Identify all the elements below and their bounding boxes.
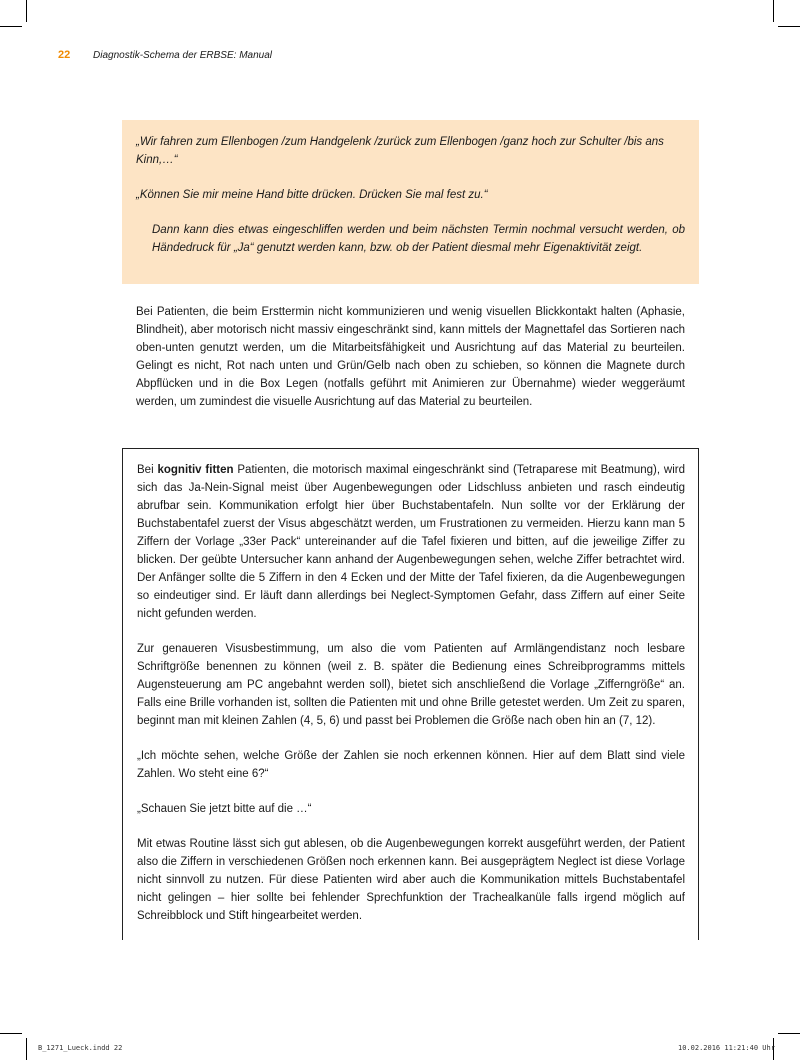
quote-line: „Wir fahren zum Ellenbogen /zum Handgelenk /zurück zum Ellenbogen /ganz hoch zur Schulter /bis ans Kinn,…“ xyxy=(136,136,664,166)
crop-mark xyxy=(773,0,774,22)
running-title: Diagnostik-Schema der ERBSE: Manual xyxy=(93,50,273,61)
quote-note: Dann kann dies etwas eingeschliffen werden und beim nächsten Termin nochmal versucht werden, ob Händedruck für „Ja“ genutzt werden kann, bzw. ob der Patient diesmal mehr Eigenaktivität zeigt. xyxy=(152,224,685,254)
crop-mark xyxy=(26,0,27,22)
framed-paragraph: Zur genaueren Visusbestimmung, um also die vom Patienten auf Armlängendistanz noch lesbare Schriftgröße benennen zu können (weil z. B. später die Bedienung eines Schreibprogramms mittels Augensteuerung am PC angebahnt werden soll), bietet sich anschließend die Vorlage „Zifferngröße“ an. Falls eine Brille vorhanden ist, sollten die Patienten mit und ohne Brille getestet werden. Um Zeit zu sparen, beginnt man mit kleinen Zahlen (4, 5, 6) und passt bei Problemen die Größe nach oben hin an (7, 12). xyxy=(137,643,685,727)
slug-left: B_1271_Lueck.indd 22 xyxy=(38,1044,123,1052)
framed-paragraph: „Ich möchte sehen, welche Größe der Zahlen sie noch erkennen können. Hier auf dem Blatt sind viele Zahlen. Wo steht eine 6?“ xyxy=(137,750,685,780)
page-number: 22 xyxy=(58,49,71,61)
framed-paragraph xyxy=(137,461,685,623)
slug-right: 10.02.2016 11:21:40 Uhr xyxy=(678,1044,775,1052)
framed-paragraph: Mit etwas Routine lässt sich gut ablesen, ob die Augenbewegungen korrekt ausgeführt werden, der Patient also die Ziffern in verschiedenen Größen noch erkennen kann. Bei ausgeprägtem Neglect ist diese Vorlage nicht sinnvoll zu nutzen. Für diese Patienten wird aber auch die Kommunikation mittels Buchstabentafel nicht gelingen – hier sollte bei fehlender Sprechfunktion der Trachealkanüle falls irgend möglich auf Schreibblock und Stift hingearbeitet werden. xyxy=(137,838,685,922)
quote-box xyxy=(122,120,699,284)
crop-mark xyxy=(778,26,800,27)
crop-mark xyxy=(778,1033,800,1034)
running-header xyxy=(58,49,272,61)
crop-mark xyxy=(0,1033,22,1034)
text-run: Bei xyxy=(137,464,158,476)
framed-paragraph: „Schauen Sie jetzt bitte auf die …“ xyxy=(137,803,312,815)
framed-section xyxy=(122,448,699,940)
crop-mark xyxy=(0,26,22,27)
quote-line: „Können Sie mir meine Hand bitte drücken. Drücken Sie mal fest zu.“ xyxy=(136,189,488,201)
text-run: Patienten, die motorisch maximal eingeschränkt sind (Tetraparese mit Beatmung), wird sich das Ja-Nein-Signal meist über Augenbewegungen oder Lidschluss anbieten und rasch eindeutig abrufbar sein. Kommunikation erfolgt hier über Buchstabentafeln. Nun sollte vor der Erklärung der Buchstabentafel zuerst der Visus abgeschätzt werden, um Frustrationen zu vermeiden. Hierzu kann man 5 Ziffern der Vorlage „33er Pack“ untereinander auf die Tafel fixieren und bitten, auf die jeweilige Ziffer zu blicken. Der geübte Untersucher kann anhand der Augenbewegungen sehen, welche Ziffer betrachtet wird. Der Anfänger sollte die 5 Ziffern in den 4 Ecken und der Mitte der Tafel fixieren, da die Augenbewegungen so eindeutiger sind. Er läuft dann allerdings bei Neglect-Symptomen Gefahr, dass Ziffern auf einer Seite nicht gefunden werden. xyxy=(137,464,685,620)
body-paragraph: Bei Patienten, die beim Ersttermin nicht kommunizieren und wenig visuellen Blickkontakt halten (Aphasie, Blindheit), aber motorisch nicht massiv eingeschränkt sind, kann mittels der Magnettafel das Sortieren nach oben-unten genutzt werden, um die Mitarbeitsfähigkeit und Ausrichtung auf das Material zu beurteilen. Gelingt es nicht, Rot nach unten und Grün/Gelb nach oben zu schieben, so können die Magnete durch Abpflücken und in die Box Legen (notfalls geführt mit Animieren zur Übernahme) wieder weggeräumt werden, um zumindest die visuelle Ausrichtung auf das Material zu beurteilen. xyxy=(136,306,685,408)
bold-term: kognitiv fitten xyxy=(157,464,234,476)
crop-mark xyxy=(26,1038,27,1060)
